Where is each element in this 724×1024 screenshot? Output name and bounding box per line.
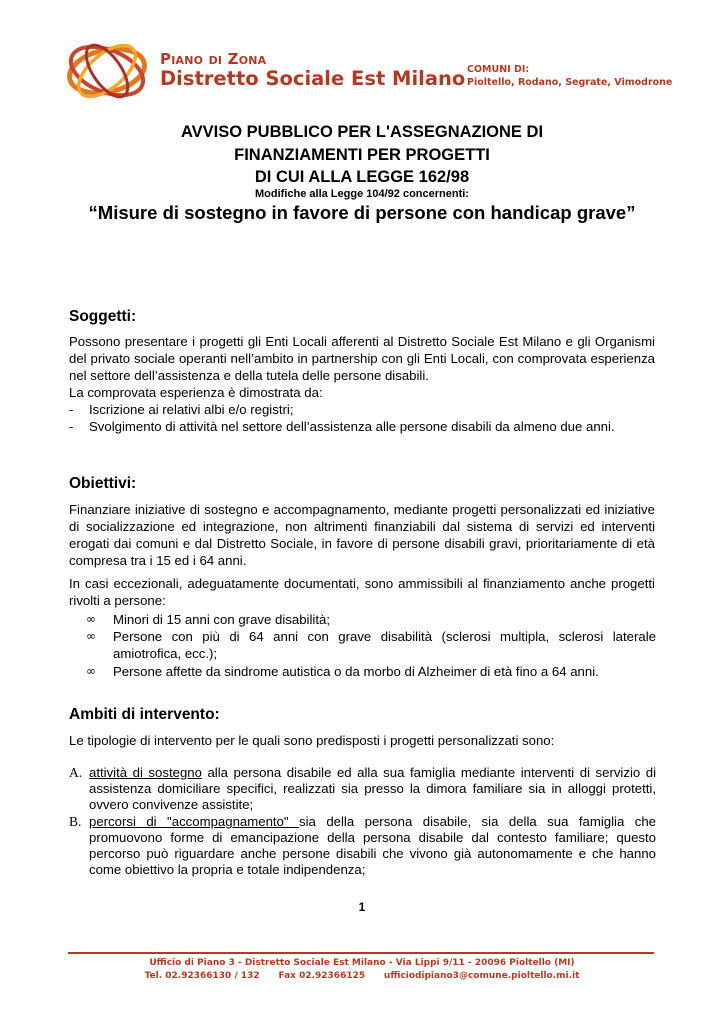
footer-address: Ufficio di Piano 3 - Distretto Sociale Est Milano - Via Lippi 9/11 - 20096 Pioltello (MI) [149, 958, 575, 968]
subtitle: Modifiche alla Legge 104/92 concernenti: [255, 188, 469, 200]
list-item [69, 418, 655, 435]
brand-subtitle: Piano di Zona [160, 50, 267, 68]
section-heading-soggetti: Soggetti: [69, 308, 137, 325]
page-number: 1 [358, 900, 366, 914]
dash-marker: - [69, 402, 74, 417]
list-item-text: Svolgimento di attività nel settore dell’assistenza alle persone disabili da almeno due anni. [89, 419, 615, 434]
infinity-bullet-icon: ∞ [86, 612, 96, 626]
list-item [69, 814, 656, 878]
list-item-rest: sia della persona disabile, sia della sua famiglia che promuovono forme di emancipazione della persona disabile dal contesto familiare; questo percorso può riguardare anche persone disabili che vivono già autonomamente e che hanno come obiettivo la propria e totale indipendenza; [89, 814, 657, 877]
infinity-bullet-icon: ∞ [86, 664, 96, 678]
underlined-term: percorsi di "accompagnamento" [89, 814, 300, 829]
brand-title: Distretto Sociale Est Milano [160, 67, 466, 90]
underlined-term: attività di sostegno [89, 765, 202, 780]
letter-marker: A. [69, 765, 83, 780]
ambiti-intro: Le tipologie di intervento per le quali sono predisposti i progetti personalizzati sono: [69, 733, 555, 748]
footer-divider [68, 952, 654, 954]
section-heading-obiettivi: Obiettivi: [69, 475, 137, 492]
comuni-title: COMUNI DI: [467, 64, 530, 75]
soggetti-paragraph-2: La comprovata esperienza è dimostrata da: [69, 385, 323, 400]
title-line-1: AVVISO PUBBLICO PER L'ASSEGNAZIONE DI [180, 123, 544, 141]
list-item-text [89, 765, 656, 813]
obiettivi-paragraph-1: Finanziare iniziative di sostegno e accompagnamento, mediante progetti personalizzati ed iniziative di socializzazione ed integrazione, non altrimenti finanziabili dal sistema di servizi ed interventi erogati dai comuni e dal Distretto Sociale, in favore di persone disabili gravi, prioritariamente di età compresa tra i 15 ed i 64 anni. [69, 502, 655, 568]
list-item-text: Persone con più di 64 anni con grave disabilità (sclerosi multipla, sclerosi laterale amiotrofica, ecc.); [113, 629, 656, 661]
list-item [86, 611, 656, 628]
quote-title: “Misure di sostegno in favore di persone con handicap grave” [88, 202, 636, 223]
title-line-2: FINANZIAMENTI PER PROGETTI [234, 146, 490, 164]
list-item [86, 628, 656, 662]
overlapping-rings-logo-icon [64, 40, 150, 102]
dash-marker: - [69, 419, 74, 434]
list-item-text [89, 814, 656, 878]
section-heading-ambiti: Ambiti di intervento: [69, 706, 220, 723]
list-item-text: Iscrizione ai relativi albi e/o registri; [89, 402, 294, 417]
list-item-text: Persone affette da sindrome autistica o da morbo di Alzheimer di età fino a 64 anni. [113, 664, 599, 679]
list-item [69, 765, 656, 813]
list-item-text: Minori di 15 anni con grave disabilità; [113, 612, 330, 627]
letter-marker: B. [69, 814, 82, 829]
list-item [86, 663, 656, 680]
obiettivi-paragraph-2: In casi eccezionali, adeguatamente documentati, sono ammissibili al finanziamento anche progetti rivolti a persone: [69, 576, 655, 608]
list-item [69, 401, 655, 418]
footer-contacts: Tel. 02.92366130 / 132 Fax 02.92366125 ufficiodipiano3@comune.pioltello.mi.it [144, 971, 580, 981]
infinity-bullet-icon: ∞ [86, 629, 96, 643]
comuni-list: Pioltello, Rodano, Segrate, Vimodrone [467, 77, 673, 88]
title-line-3: DI CUI ALLA LEGGE 162/98 [254, 168, 470, 186]
soggetti-paragraph-1: Possono presentare i progetti gli Enti Locali afferenti al Distretto Sociale Est Milano e gli Organismi del privato sociale operanti nell’ambito in partnership con gli Enti Locali, con comprovata esperienza nel settore dell’assistenza e della tutela delle persone disabili. [69, 334, 655, 383]
list-item-rest: alla persona disabile ed alla sua famiglia mediante interventi di servizio di assistenza domiciliare specifici, realizzati sia presso la dimora familiare sia in alloggi protetti, ovvero convivenze assistite; [89, 765, 657, 812]
